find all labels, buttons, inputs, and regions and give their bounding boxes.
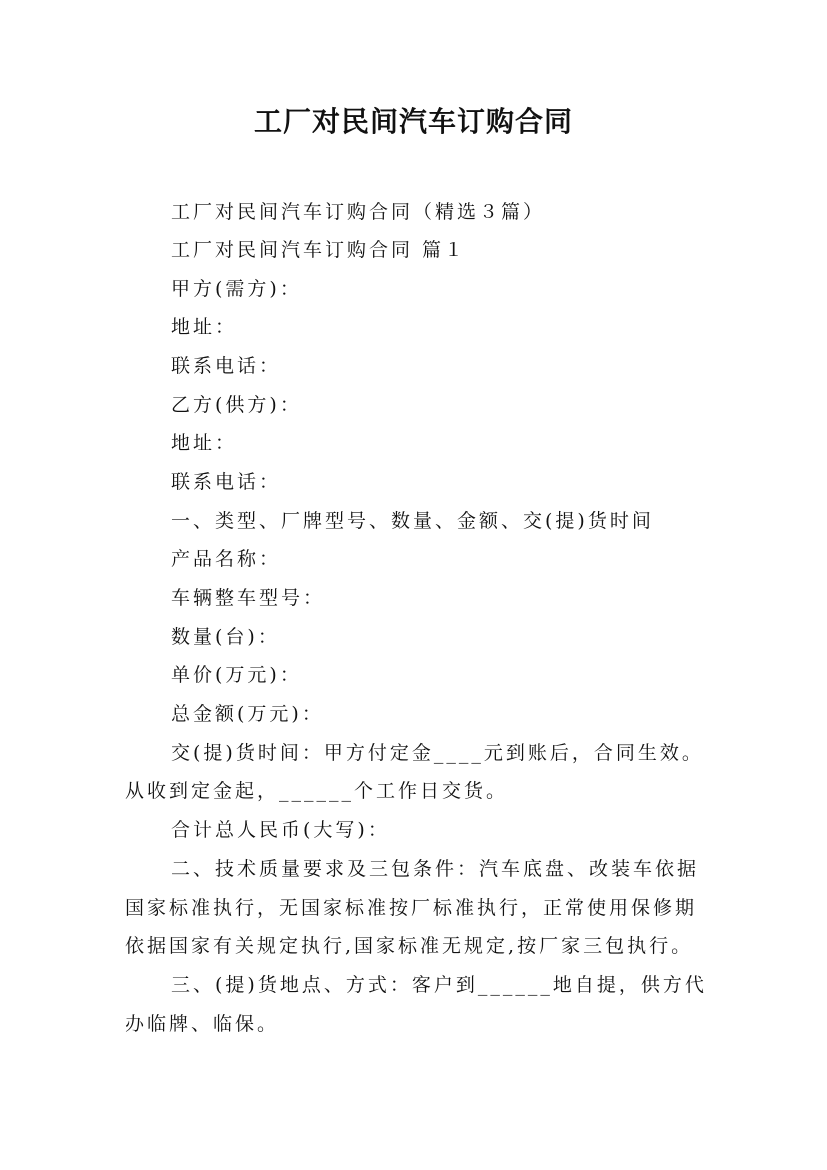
quality-paragraph-line: 国家标准执行，无国家标准按厂标准执行，正常使用保修期	[125, 897, 698, 919]
pickup-paragraph-line: 办临牌、临保。	[125, 1013, 280, 1035]
party-a-address: 地址：	[171, 316, 238, 338]
party-b-label: 乙方(供方)：	[171, 394, 302, 416]
party-b-address: 地址：	[171, 432, 238, 454]
quantity-field: 数量(台)：	[171, 626, 280, 648]
total-amount-field: 总金额(万元)：	[171, 703, 324, 725]
subtitle-line: 工厂对民间汽车订购合同（精选３篇）	[171, 201, 546, 223]
party-a-phone: 联系电话：	[171, 355, 282, 377]
vehicle-model-field: 车辆整车型号：	[171, 587, 326, 609]
clause-one-heading: 一、类型、厂牌型号、数量、金额、交(提)货时间	[171, 510, 654, 532]
party-b-phone: 联系电话：	[171, 471, 282, 493]
unit-price-field: 单价(万元)：	[171, 664, 302, 686]
delivery-paragraph-line: 从收到定金起，______个工作日交货。	[125, 780, 509, 802]
delivery-paragraph-line: 交(提)货时间：甲方付定金____元到账后，合同生效。	[171, 742, 704, 764]
quality-paragraph-line: 依据国家有关规定执行,国家标准无规定,按厂家三包执行。	[125, 935, 694, 957]
party-a-label: 甲方(需方)：	[171, 278, 302, 300]
pickup-paragraph-line: 三、(提)货地点、方式：客户到______地自提，供方代	[171, 974, 707, 996]
section-heading: 工厂对民间汽车订购合同 篇１	[171, 239, 467, 261]
document-title: 工厂对民间汽车订购合同	[253, 105, 573, 138]
quality-paragraph-line: 二、技术质量要求及三包条件：汽车底盘、改装车依据	[171, 858, 700, 880]
total-rmb-field: 合计总人民币(大写)：	[171, 819, 390, 841]
product-name-field: 产品名称：	[171, 548, 282, 570]
